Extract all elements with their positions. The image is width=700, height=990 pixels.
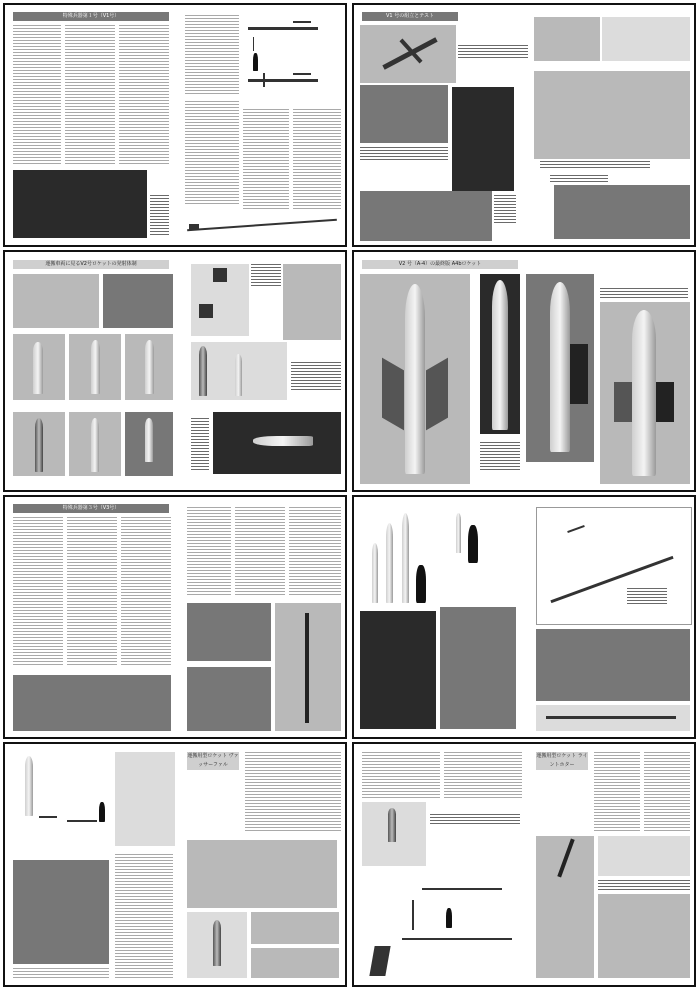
photo-rheintochter-missile [598, 836, 690, 876]
photo-v3-long-barrel [440, 607, 516, 729]
photo-v2-erect [125, 334, 173, 400]
photo-a4b-winged-rocket [360, 274, 470, 484]
photo-v1-crane [602, 17, 690, 61]
body-text [67, 517, 117, 667]
photo-rheintochter-on-rail [536, 836, 594, 978]
spread-header: 運搬用型ロケット ライントホター [536, 753, 588, 768]
spread-rheintochter [352, 742, 696, 987]
photo-v3-barrel-sections [187, 603, 271, 661]
photo-caption [291, 362, 341, 390]
photo-a4b-on-stand [480, 274, 520, 434]
photo-v3-breech [360, 611, 436, 729]
spread-header: V1 号の組立とテスト [362, 12, 458, 21]
body-text [13, 968, 109, 980]
photo-rheintochter-launch [362, 802, 426, 866]
photo-rheintochter-battery [598, 894, 690, 978]
body-text [293, 109, 341, 209]
wasserfall-drawing [13, 752, 109, 856]
body-text [362, 752, 440, 800]
photo-wasserfall-fins [251, 912, 339, 944]
body-text [289, 507, 341, 597]
photo-v1-launch-crew [13, 170, 147, 238]
photo-caption [150, 195, 169, 235]
photo-v2-launch-smoke [283, 264, 341, 340]
photo-v2-erect [69, 334, 121, 400]
spread-header: 運搬車両に見るV2号ロケットの発射体制 [13, 260, 169, 269]
spread-header: V2 号（A-4）の最終版 A4bロケット [362, 260, 518, 269]
photo-caption [191, 418, 209, 472]
photo-scientist-with-model [13, 860, 109, 964]
photo-caption [360, 147, 448, 161]
photo-v2-transport-trailer [103, 274, 173, 328]
photo-v3-hillside-tube [275, 603, 341, 731]
photo-v1-hangar [534, 17, 600, 61]
spread-header: 運搬用型ロケット ヴァッサーファル [187, 753, 239, 768]
photo-v3-fin-assemblies [536, 629, 690, 701]
photo-caption [480, 442, 520, 470]
photo-v2-test-stand [191, 342, 287, 400]
spread-wasserfall [3, 742, 347, 987]
photo-caption [494, 195, 516, 225]
photo-wasserfall-flight [187, 840, 337, 908]
photo-v1-in-flight [360, 25, 456, 83]
photo-v3-emplacement [187, 667, 271, 731]
spread-v2-a4b [352, 250, 696, 492]
spread-header: 特殊兵器第１号（V1号） [13, 12, 169, 21]
photo-v2-fueling [69, 412, 121, 476]
photo-v2-train [13, 274, 99, 328]
photo-v2-fueling [13, 412, 65, 476]
photo-a4b-cutaway [600, 302, 690, 484]
v1-technical-drawing [243, 15, 341, 105]
photo-wasserfall-model [115, 752, 175, 846]
v3-projectile-drawing [536, 507, 692, 625]
photo-v1-assembly-line [360, 85, 448, 143]
photo-caption [458, 45, 528, 59]
photo-caption [251, 264, 281, 288]
photo-caption [598, 880, 690, 890]
photo-v1-on-ramp [452, 87, 514, 191]
body-text [243, 109, 289, 209]
photo-a4b-fins [526, 274, 594, 462]
photo-v3-gun-barrel [13, 675, 171, 731]
rheintochter-launcher-drawing [362, 870, 522, 980]
photo-v3-projectile [536, 705, 690, 731]
body-text [187, 507, 231, 597]
photo-v2-liftoff [125, 412, 173, 476]
spread-v3-diagrams [352, 495, 696, 739]
body-text [119, 25, 169, 165]
body-text [13, 517, 63, 667]
spread-v2-transport [3, 250, 347, 492]
body-text [13, 25, 61, 165]
photo-wasserfall-launch [187, 912, 247, 978]
spread-v3-intro [3, 495, 347, 739]
spread-v1-assembly [352, 3, 696, 247]
body-text [235, 507, 285, 597]
photo-wasserfall-ground [251, 948, 339, 978]
photo-caption [430, 814, 520, 824]
body-text [444, 752, 522, 800]
spread-header: 特殊兵器第３号（V3号） [13, 504, 169, 513]
body-text [185, 101, 239, 206]
body-text [185, 15, 239, 95]
body-text [121, 517, 171, 667]
photo-v2-checkered-nose [191, 264, 249, 336]
photo-v1-launch-ramp-crew [534, 71, 690, 159]
photo-v2-bunker [213, 412, 341, 474]
launch-ramp-diagram [187, 210, 341, 234]
photo-caption [600, 288, 688, 300]
photo-v1-launch [554, 185, 690, 239]
v3-shell-silhouette-drawing [360, 507, 510, 607]
body-text [594, 752, 640, 832]
photo-v2-erect [13, 334, 65, 400]
photo-caption [550, 175, 608, 183]
body-text [115, 854, 173, 978]
body-text [245, 752, 341, 832]
body-text [644, 752, 690, 832]
body-text [65, 25, 115, 165]
photo-caption [540, 161, 650, 169]
photo-v1-convoy [360, 191, 492, 241]
spread-v1-intro [3, 3, 347, 247]
